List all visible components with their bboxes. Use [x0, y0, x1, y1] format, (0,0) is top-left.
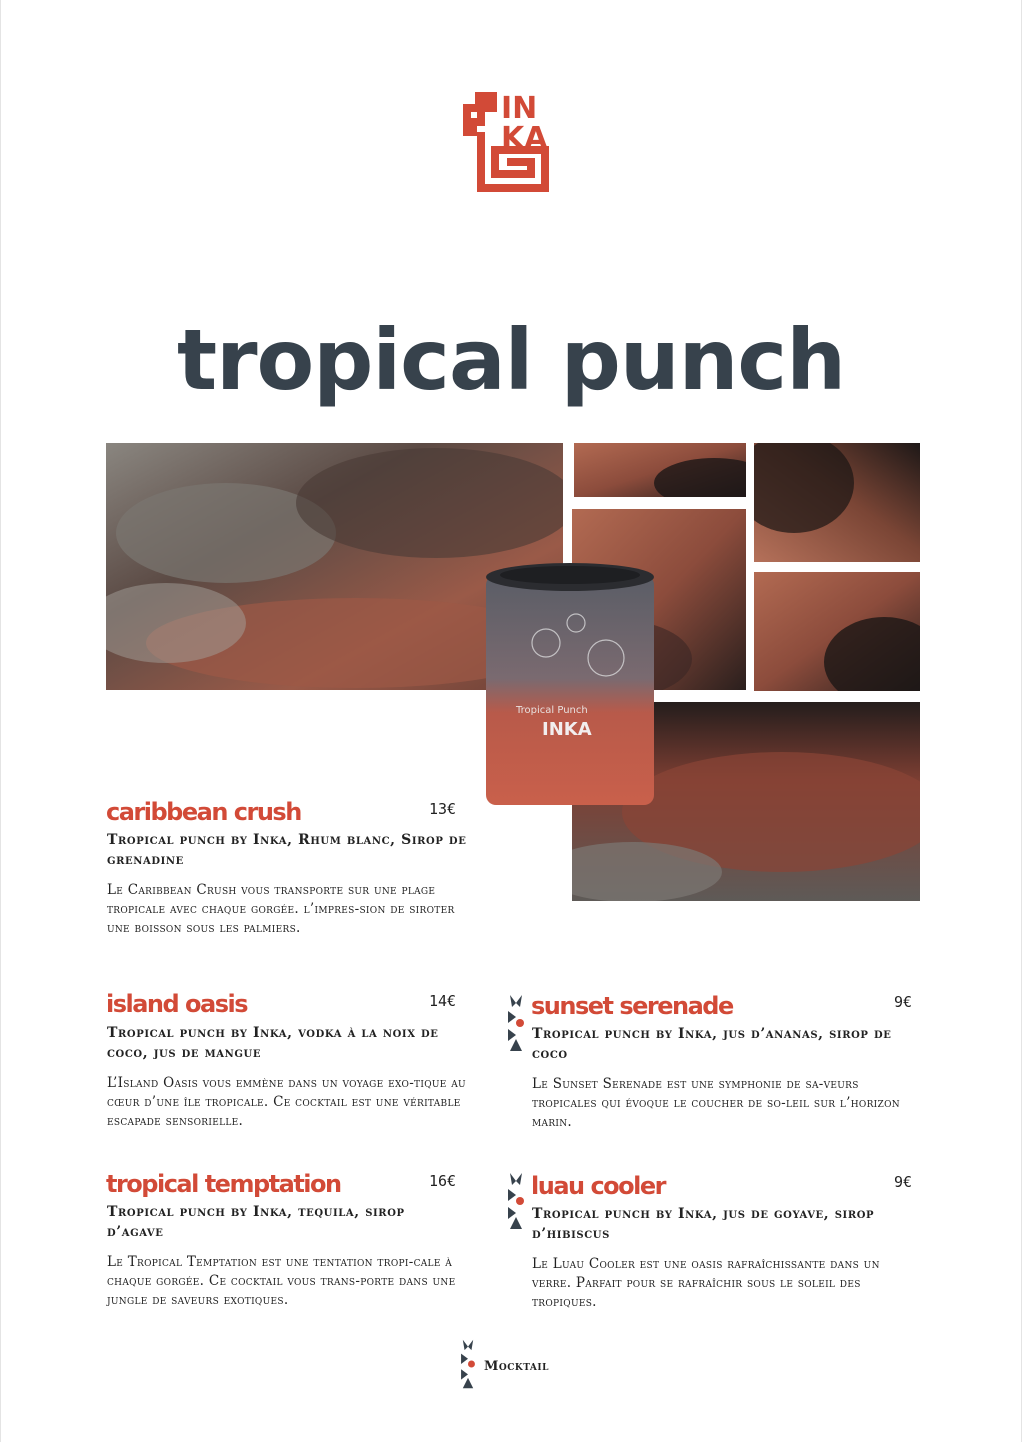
rock-photo-tile [754, 443, 920, 562]
item-name: island oasis [106, 990, 248, 1018]
item-ingredients: Tropical punch by Inka, tequila, sirop d’agave [107, 1204, 405, 1240]
item-price: 14€ [429, 992, 457, 1010]
legend-label: Mocktail [484, 1359, 549, 1374]
rock-photo-tile [754, 572, 920, 691]
mocktail-leaf-icon [506, 993, 526, 1053]
item-ingredients: Tropical punch by Inka, jus d’ananas, sirop de coco [532, 1026, 892, 1062]
product-can-image [486, 563, 654, 805]
item-name: sunset serenade [531, 992, 733, 1020]
item-description: L’Island Oasis vous emmène dans un voyage exo-tique au cœur d’une île tropicale. Ce cocktail est une véritable escapade sensorielle. [107, 1075, 466, 1129]
item-price: 16€ [429, 1172, 457, 1190]
svg-text:KA: KA [501, 121, 548, 156]
svg-text:Tropical Punch: Tropical Punch [516, 705, 588, 716]
svg-text:INKA: INKA [542, 719, 592, 740]
item-ingredients: Tropical punch by Inka, Rhum blanc, Sirop de grenadine [107, 832, 467, 868]
item-description: Le Sunset Serenade est une symphonie de sa-veurs tropicales qui évoque le coucher de so-leil sur l’horizon marin. [532, 1076, 900, 1130]
item-ingredients: Tropical punch by Inka, jus de goyave, sirop d’hibiscus [532, 1206, 875, 1242]
item-description: Le Tropical Temptation est une tentation tropi-cale à chaque gorgée. Ce cocktail vous trans-porte dans une jungle de saveurs exotiques. [107, 1254, 456, 1308]
inka-logo [459, 88, 551, 194]
item-price: 9€ [894, 1173, 913, 1191]
leaf-ornament-icon [458, 1338, 478, 1390]
page-edge [0, 0, 1, 1442]
item-ingredients: Tropical punch by Inka, vodka à la noix de coco, jus de mangue [107, 1025, 439, 1061]
item-price: 9€ [894, 993, 913, 1011]
menu-item [106, 1170, 486, 1320]
item-description: Le Caribbean Crush vous transporte sur une plage tropicale avec chaque gorgée. l’impres-sion de siroter une boisson sous les palmiers. [107, 882, 455, 936]
mocktail-legend [456, 1338, 596, 1390]
rock-photo-tile [574, 443, 746, 497]
mocktail-leaf-icon [506, 1171, 526, 1231]
menu-item [531, 992, 921, 1142]
menu-item [106, 798, 476, 948]
menu-item [531, 1172, 921, 1322]
item-description: Le Luau Cooler est une oasis rafraîchissante dans un verre. Parfait pour se rafraîchir sous le soleil des tropiques. [532, 1256, 880, 1310]
item-name: tropical temptation [106, 1170, 341, 1198]
item-price: 13€ [429, 800, 457, 818]
svg-text:IN: IN [501, 91, 538, 126]
menu-item [106, 990, 486, 1140]
item-name: caribbean crush [106, 798, 301, 826]
item-name: luau cooler [531, 1172, 665, 1200]
page-title: tropical punch [176, 311, 846, 409]
